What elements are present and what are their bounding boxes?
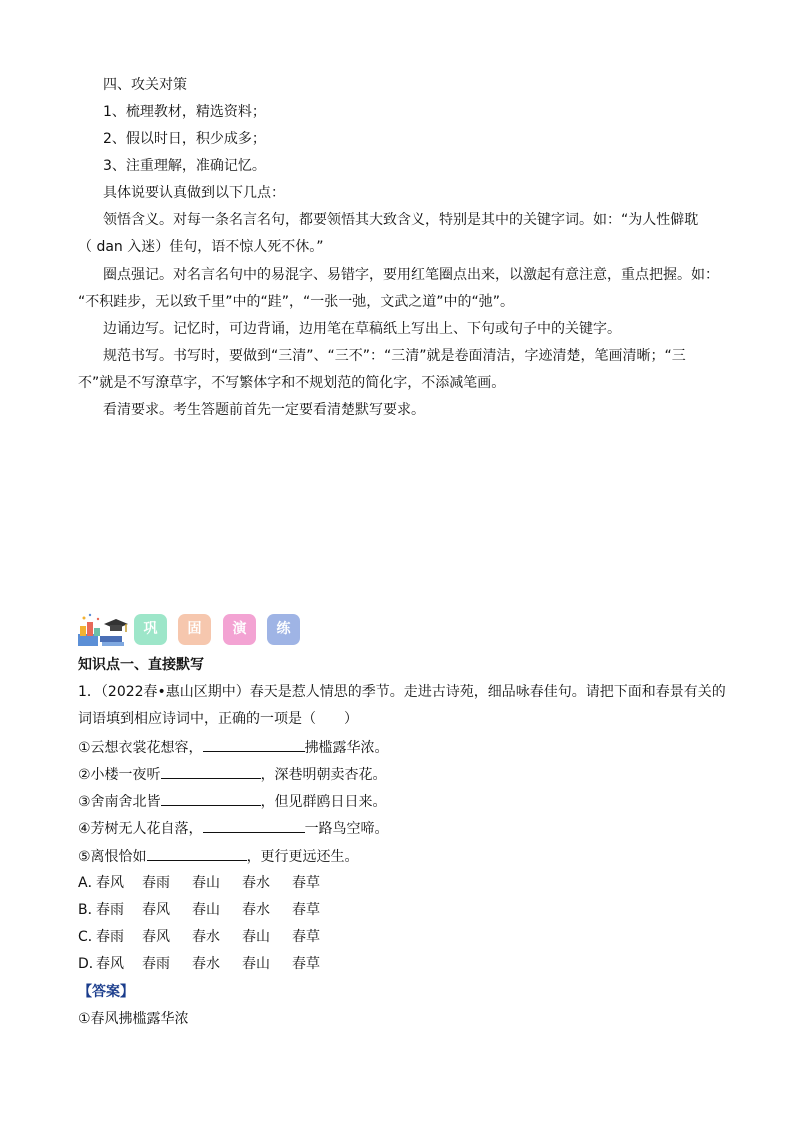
practice-banner (76, 612, 316, 648)
paragraph-line: （ dan 入迷）佳句，语不惊人死不休。” (78, 239, 324, 255)
option-label: C． (78, 929, 102, 945)
strategy-point: 3、注重理解，准确记忆。 (103, 158, 266, 174)
option-word: 春风 (142, 929, 170, 945)
option-word: 春山 (242, 956, 270, 972)
option-label: D． (78, 956, 103, 972)
option-row[interactable] (78, 873, 320, 893)
poem-item-after: 拂槛露华浓。 (304, 740, 389, 756)
answer-blank[interactable] (161, 791, 261, 806)
answer-blank[interactable] (161, 764, 261, 779)
poem-item-before: ③舍南舍北皆 (78, 794, 161, 810)
option-row[interactable] (78, 954, 320, 974)
option-word: 春雨 (142, 956, 170, 972)
banner-char-badge: 巩 (134, 614, 167, 645)
paragraph-line: 不”就是不写潦草字，不写繁体字和不规划范的简化字，不添减笔画。 (78, 375, 506, 391)
strategy-intro: 具体说要认真做到以下几点： (103, 185, 285, 201)
paragraph-line: 规范书写。书写时，要做到“三清”、“三不”：“三清”就是卷面清洁，字迹清楚，笔画清晰；“三 (103, 348, 686, 364)
option-word: 春山 (192, 902, 220, 918)
option-word: 春雨 (142, 875, 170, 891)
option-word: 春山 (242, 929, 270, 945)
poem-item-before: ②小楼一夜听 (78, 767, 161, 783)
option-word: 春草 (292, 902, 320, 918)
option-row[interactable] (78, 927, 320, 947)
poem-item (78, 737, 389, 758)
question-stem-line: 词语填到相应诗词中，正确的一项是（ ） (78, 711, 358, 727)
poem-item-before: ①云想衣裳花想容， (78, 740, 203, 756)
answer-text: ①春风拂槛露华浓 (78, 1011, 189, 1027)
section-heading: 四、攻关对策 (103, 77, 187, 93)
option-word: 春雨 (96, 902, 124, 918)
books-graduation-cap-icon (76, 612, 128, 648)
paragraph-line: 领悟含义。对每一条名言名句，都要领悟其大致含义，特别是其中的关键字词。如：“为人性僻耽 (103, 212, 699, 228)
strategy-point: 1、梳理教材，精选资料； (103, 104, 266, 120)
option-word: 春风 (96, 875, 124, 891)
option-word: 春水 (192, 956, 220, 972)
paragraph-line: 看清要求。考生答题前首先一定要看清楚默写要求。 (103, 402, 425, 418)
option-word: 春草 (292, 929, 320, 945)
answer-blank[interactable] (203, 818, 305, 833)
poem-item-after: ，深巷明朝卖杏花。 (260, 767, 387, 783)
poem-item-before: ⑤离恨恰如 (78, 849, 147, 865)
option-word: 春水 (242, 902, 270, 918)
poem-item (78, 818, 389, 839)
option-word: 春水 (192, 929, 220, 945)
paragraph-line: 边诵边写。记忆时，可边背诵，边用笔在草稿纸上写出上、下句或句子中的关键字。 (103, 321, 621, 337)
option-word: 春雨 (96, 929, 124, 945)
paragraph-line: “不积跬步，无以致千里”中的“跬”，“一张一弛，文武之道”中的“弛”。 (78, 294, 515, 310)
option-word: 春草 (292, 956, 320, 972)
knowledge-point-title: 知识点一、直接默写 (78, 657, 204, 673)
option-word: 春山 (192, 875, 220, 891)
poem-item-after: 一路鸟空啼。 (304, 821, 389, 837)
option-word: 春风 (96, 956, 124, 972)
option-word: 春水 (242, 875, 270, 891)
poem-item (78, 846, 359, 867)
banner-char-badge: 固 (178, 614, 211, 645)
poem-item (78, 764, 387, 785)
banner-char-badge: 演 (223, 614, 256, 645)
option-row[interactable] (78, 900, 320, 920)
answer-label: 【答案】 (78, 984, 134, 1000)
option-word: 春草 (292, 875, 320, 891)
option-label: B． (78, 902, 102, 918)
banner-char-badge: 练 (267, 614, 300, 645)
question-stem-line: 1．（2022春•惠山区期中）春天是惹人情思的季节。走进古诗苑，细品咏春佳句。请把下面和春景有关的 (78, 684, 726, 700)
answer-blank[interactable] (147, 846, 247, 861)
answer-blank[interactable] (203, 737, 305, 752)
option-word: 春风 (142, 902, 170, 918)
poem-item-after: ，更行更远还生。 (246, 849, 359, 865)
strategy-point: 2、假以时日，积少成多； (103, 131, 266, 147)
poem-item-before: ④芳树无人花自落， (78, 821, 203, 837)
poem-item (78, 791, 387, 812)
paragraph-line: 圈点强记。对名言名句中的易混字、易错字，要用红笔圈点出来，以激起有意注意，重点把握。如： (103, 267, 719, 283)
option-label: A． (78, 875, 102, 891)
poem-item-after: ，但见群鸥日日来。 (260, 794, 387, 810)
